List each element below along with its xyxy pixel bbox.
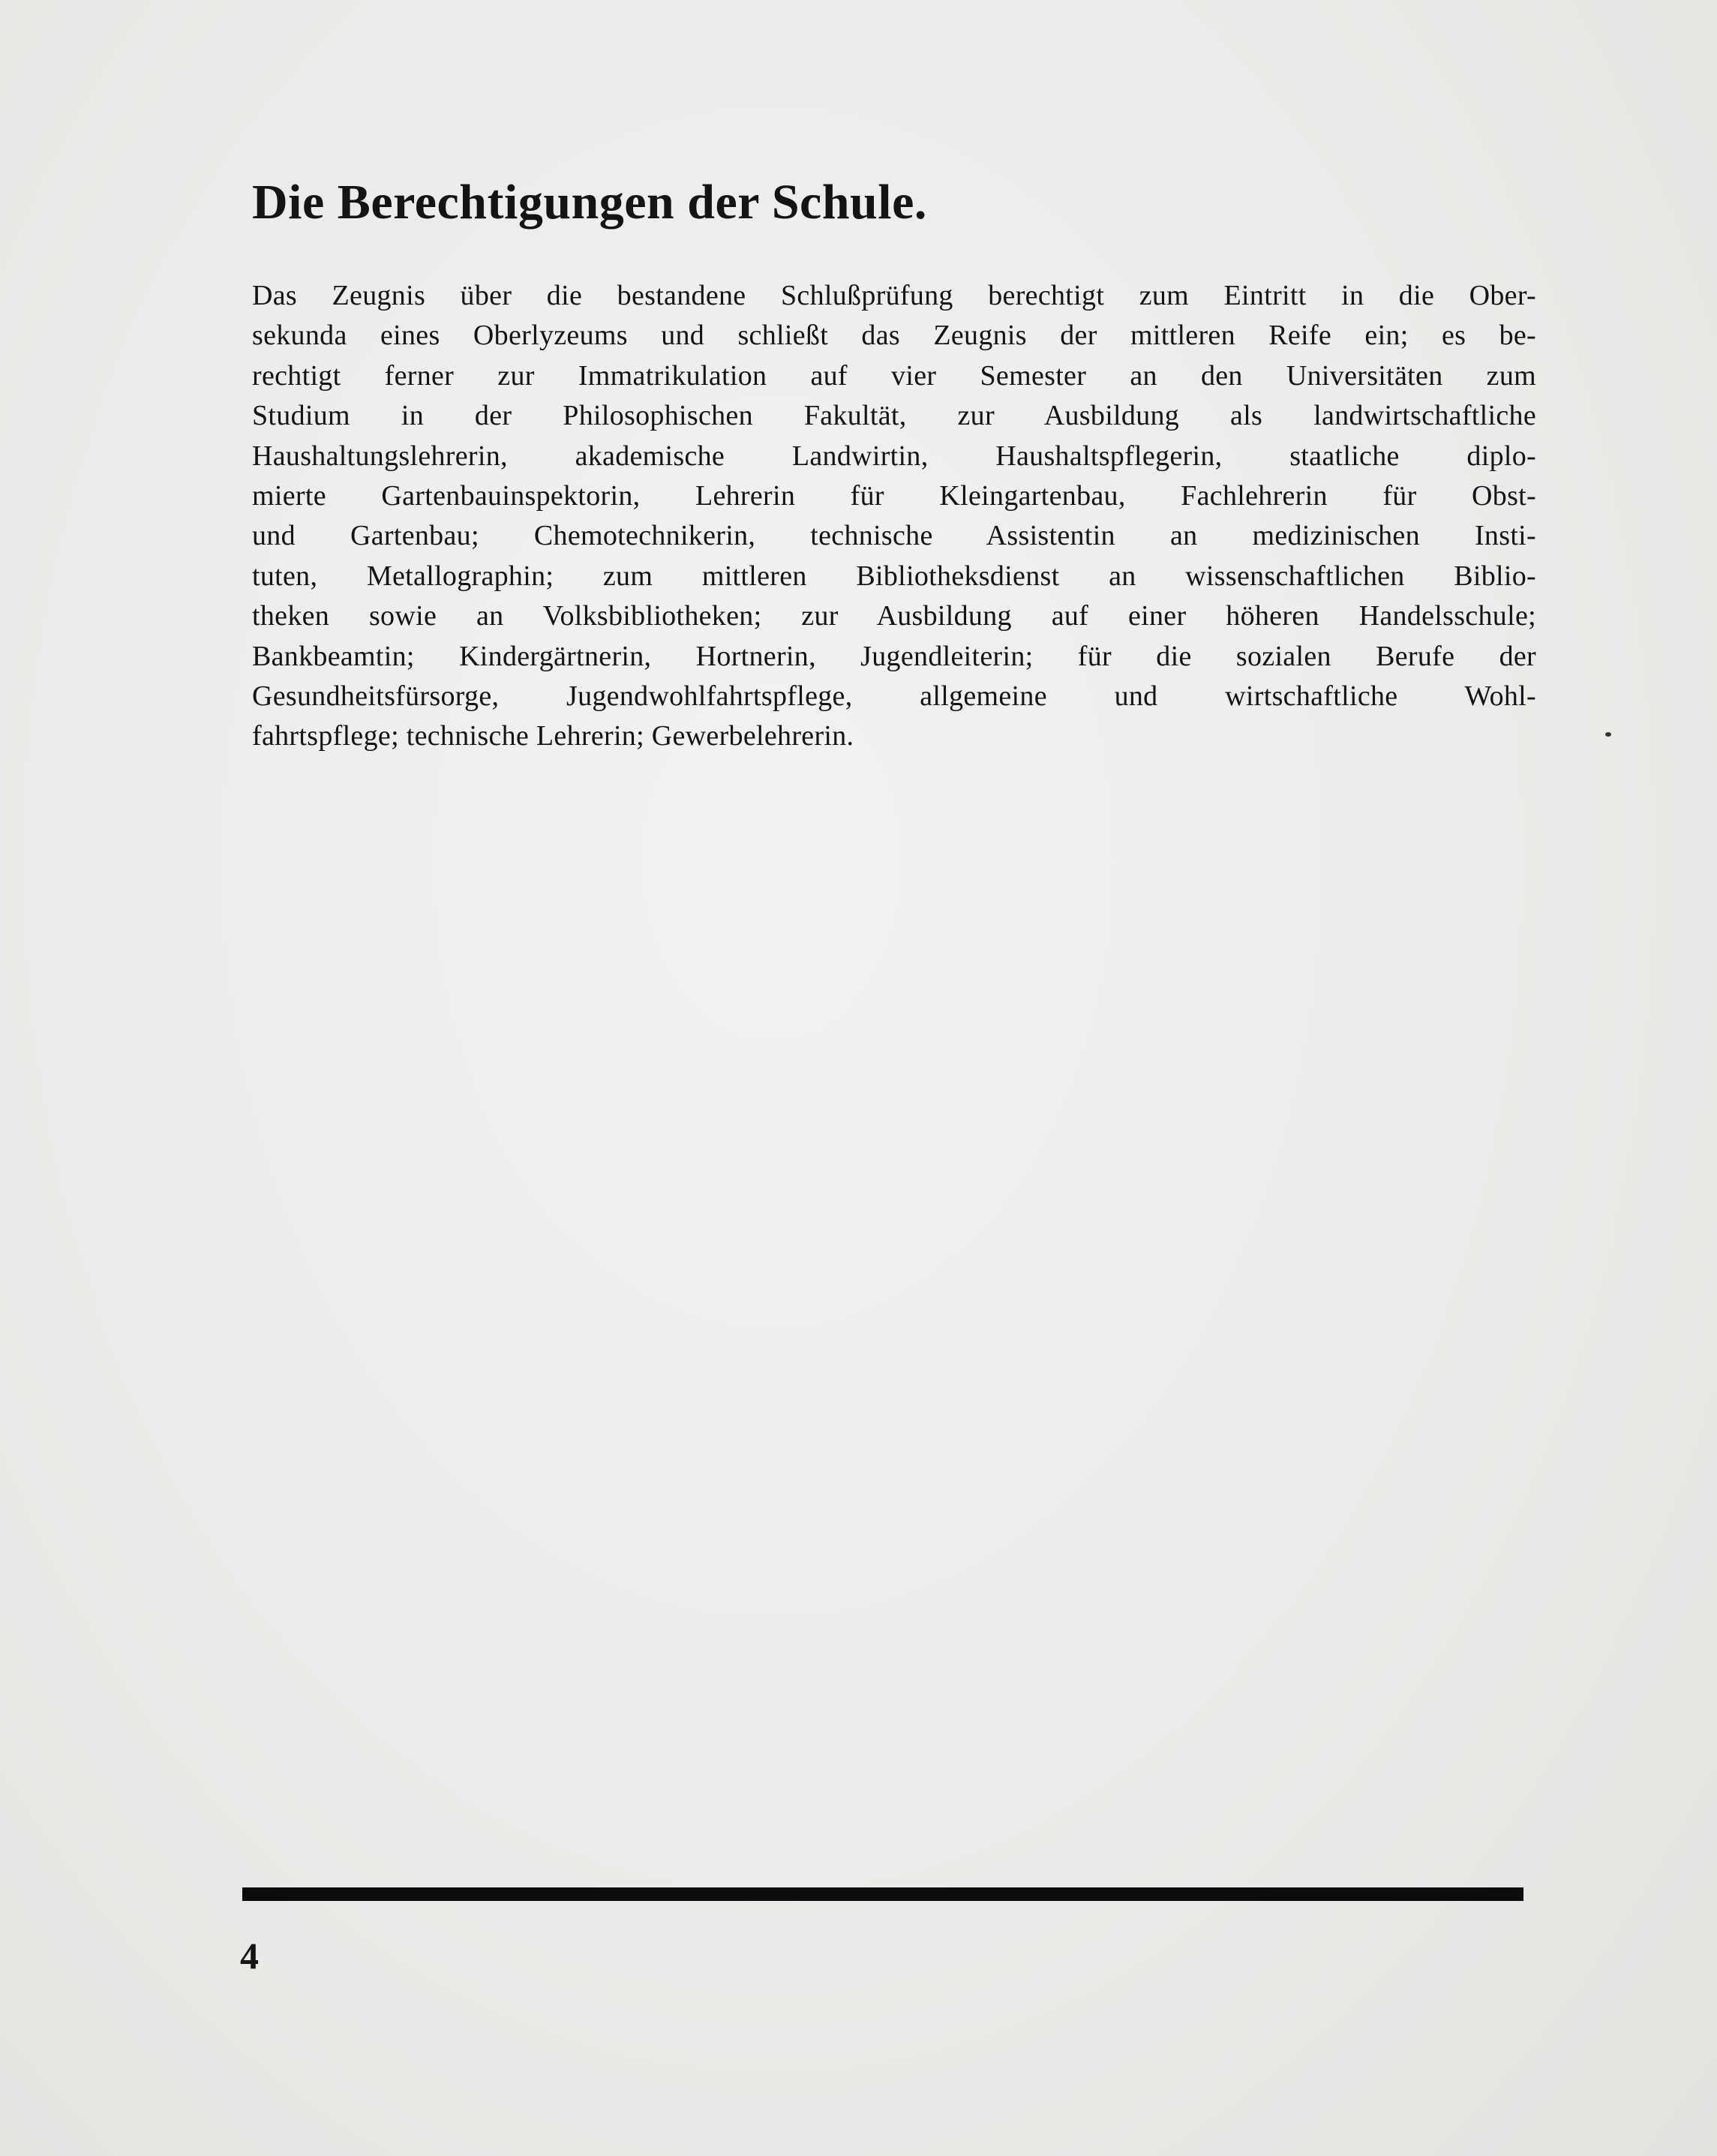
paragraph-line: und Gartenbau; Chemotechnikerin, technische Assistentin an medizinischen Insti- [252,520,1536,552]
paragraph-line: theken sowie an Volksbibliotheken; zur Ausbildung auf einer höheren Handelsschule; [252,600,1536,632]
paragraph-line: Bankbeamtin; Kindergärtnerin, Hortnerin, Jugendleiterin; für die sozialen Berufe der [252,640,1536,672]
paragraph-line: tuten, Metallographin; zum mittleren Bibliotheksdienst an wissenschaftlichen Biblio- [252,560,1536,592]
paragraph-line: fahrtspflege; technische Lehrerin; Gewerbelehrerin. [252,720,854,752]
horizontal-rule [242,1887,1523,1901]
paragraph-line: rechtigt ferner zur Immatrikulation auf vier Semester an den Universitäten zum [252,359,1536,392]
paragraph-line: mierte Gartenbauinspektorin, Lehrerin für Kleingartenbau, Fachlehrerin für Obst- [252,479,1536,512]
print-speck [1605,732,1611,737]
paragraph-line: Haushaltungslehrerin, akademische Landwirtin, Haushaltspflegerin, staatliche diplo- [252,440,1536,472]
page-number: 4 [240,1935,259,1977]
paragraph-line: Gesundheitsfürsorge, Jugendwohlfahrtspflege, allgemeine und wirtschaftliche Wohl- [252,680,1536,712]
page-heading: Die Berechtigungen der Schule. [252,175,927,230]
paragraph-line: sekunda eines Oberlyzeums und schließt das Zeugnis der mittleren Reife ein; es be- [252,320,1536,352]
paragraph-line: Das Zeugnis über die bestandene Schlußprüfung berechtigt zum Eintritt in die Ober- [252,280,1536,311]
body-paragraph [252,276,1536,757]
paragraph-line: Studium in der Philosophischen Fakultät, zur Ausbildung als landwirtschaftliche [252,400,1536,432]
